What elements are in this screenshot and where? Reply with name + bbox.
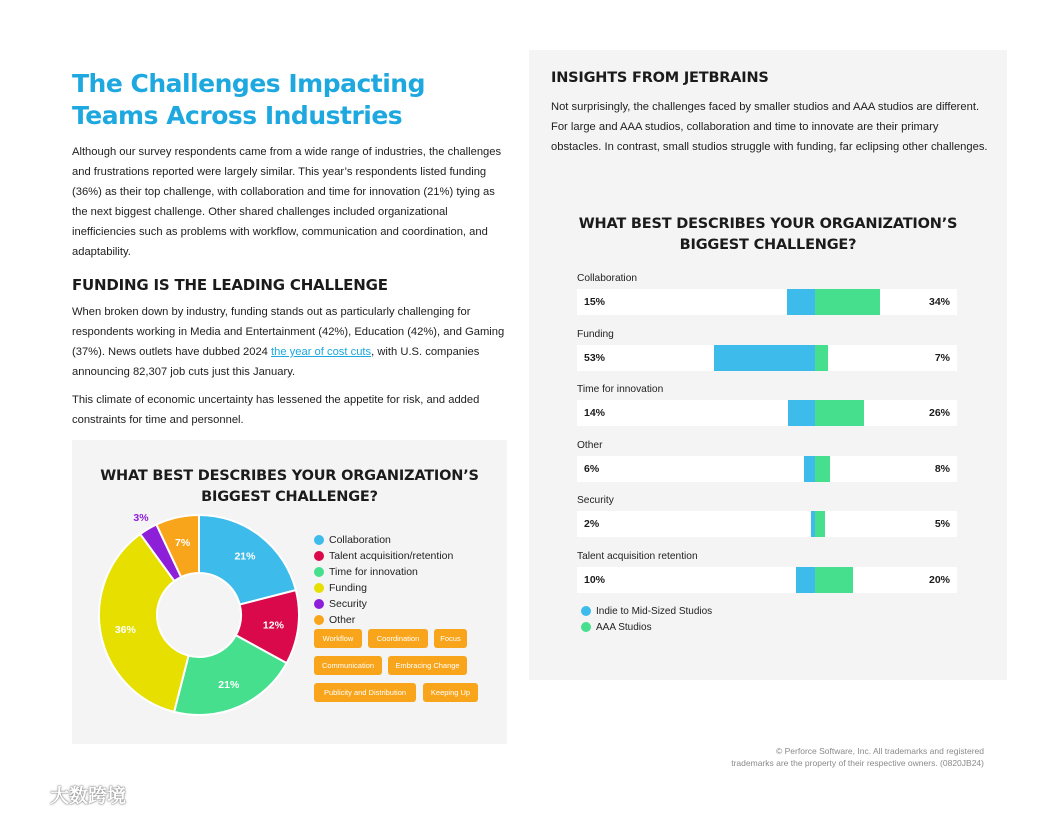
bar-value-indie: 14%: [584, 407, 606, 419]
bar-category-time-for-innovation: Time for innovation: [577, 384, 664, 395]
watermark-logo-icon: [10, 783, 44, 807]
bar-aaa-funding: [815, 345, 828, 371]
tag-focus: Focus: [434, 629, 467, 648]
funding-paragraph: When broken down by industry, funding stands out as particularly challenging for respondents working in Media and Entertainment (42%), Education (42%), and Gaming (37%). News outlets have dubbed 2024 the year of cost cuts, with U.S. companies announcing 82,307 job cuts just this January.: [72, 306, 505, 378]
legend-label: Collaboration: [329, 534, 391, 546]
insights-title: INSIGHTS FROM JETBRAINS: [551, 70, 769, 86]
bar-row-talent-acquisition-retention: [577, 567, 957, 593]
legend-label: AAA Studios: [596, 621, 652, 633]
bar-indie-collaboration: [787, 289, 816, 315]
bar-category-talent-acquisition-retention: Talent acquisition retention: [577, 550, 698, 562]
tag-coordination: Coordination: [368, 629, 428, 648]
tag-publicity-distribution: Publicity and Distribution: [314, 683, 416, 702]
bar-row-collaboration: [577, 289, 957, 315]
donut-label-funding: 36%: [114, 624, 136, 637]
bar-value-aaa: 5%: [934, 518, 950, 530]
bar-aaa-security: [815, 511, 825, 537]
bar-row-other: [577, 456, 957, 482]
insights-panel: [529, 50, 1007, 680]
bar-row-time-for-innovation: [577, 400, 957, 426]
tag-embracing-change: Embracing Change: [388, 656, 467, 675]
donut-label-security: 3%: [133, 511, 149, 524]
cost-cuts-link[interactable]: the year of cost cuts: [271, 346, 372, 358]
funding-heading: FUNDING IS THE LEADING CHALLENGE: [72, 276, 388, 294]
donut-chart-title: WHAT BEST DESCRIBES YOUR ORGANIZATION’S BIGGEST CHALLENGE?: [100, 468, 479, 505]
bar-category-funding: Funding: [577, 328, 614, 340]
watermark: 大数跨境: [10, 781, 126, 808]
donut-label-time-for-innovation: 21%: [218, 678, 240, 691]
bar-value-indie: 2%: [584, 518, 600, 530]
legend-item-funding: [314, 580, 453, 596]
bar-value-aaa: 20%: [928, 573, 950, 586]
donut-legend: [314, 532, 453, 628]
bar-category-collaboration: Collaboration: [577, 273, 638, 284]
bar-value-indie: 10%: [584, 573, 606, 586]
donut-label-collaboration: 21%: [234, 550, 256, 563]
legend-swatch: [314, 599, 324, 609]
bar-indie-funding: [714, 345, 815, 371]
legend-label: Talent acquisition/retention: [329, 550, 454, 562]
bar-legend: [581, 603, 712, 635]
tag-communication: Communication: [314, 656, 382, 675]
bar-row-security: [577, 511, 957, 537]
legend-item-indie-to-mid-sized-studios: [581, 603, 712, 619]
climate-paragraph: This climate of economic uncertainty has lessened the appetite for risk, and added constraints for time and personnel.: [72, 394, 480, 426]
insights-text: Not surprisingly, the challenges faced by smaller studios and AAA studios are different. For large and AAA studios, collaboration and time to innovate are their primary obstacles. In contrast, small studios struggle with funding, far eclipsing other challenges.: [551, 101, 988, 153]
bar-category-security: Security: [577, 495, 614, 506]
legend-label: Time for innovation: [329, 566, 418, 578]
bar-value-indie: 15%: [584, 296, 606, 308]
legend-label: Security: [329, 598, 367, 610]
legend-item-other: [314, 612, 453, 628]
legend-swatch: [314, 567, 324, 577]
bar-value-aaa: 7%: [934, 351, 950, 364]
bar-value-aaa: 34%: [928, 296, 950, 308]
legend-item-security: [314, 596, 453, 612]
tag-workflow: Workflow: [314, 629, 362, 648]
bar-value-aaa: 26%: [928, 407, 950, 419]
legend-swatch: [314, 583, 324, 593]
donut-label-talent-acquisition-retention: 12%: [262, 619, 284, 632]
donut-chart-panel: [72, 440, 507, 744]
tag-keeping-up: Keeping Up: [423, 683, 478, 702]
intro-paragraph: Although our survey respondents came from a wide range of industries, the challenges and frustrations reported were largely similar. This year’s respondents listed funding (36%) as their top challenge, with collaboration and time for innovation (21%) tying as the next biggest challenge. Other shared challenges included organizational inefficiencies such as problems with workflow, communication and coordination, and adaptability.: [72, 146, 502, 258]
bar-aaa-other: [815, 456, 830, 482]
bar-aaa-collaboration: [815, 289, 880, 315]
bar-aaa-talent-acquisition-retention: [815, 567, 853, 593]
bar-indie-talent-acquisition-retention: [796, 567, 815, 593]
bar-row-funding: [577, 345, 957, 371]
bar-indie-time-for-innovation: [788, 400, 815, 426]
bar-indie-other: [804, 456, 815, 482]
bar-category-other: Other: [577, 439, 603, 451]
donut-label-other: 7%: [175, 536, 191, 549]
bar-aaa-time-for-innovation: [815, 400, 864, 426]
bar-chart-title: WHAT BEST DESCRIBES YOUR ORGANIZATION’S BIGGEST CHALLENGE?: [578, 216, 958, 253]
bar-value-aaa: 8%: [934, 462, 950, 475]
legend-label: Indie to Mid-Sized Studios: [596, 605, 713, 617]
legend-swatch: [581, 622, 591, 632]
legend-item-collaboration: [314, 532, 453, 548]
page-title: The Challenges Impacting Teams Across Industries: [72, 69, 426, 130]
bar-value-indie: 6%: [584, 462, 600, 475]
legend-swatch: [581, 606, 591, 616]
left-column: [72, 68, 508, 430]
legend-item-aaa-studios: [581, 619, 712, 635]
legend-swatch: [314, 535, 324, 545]
bar-value-indie: 53%: [584, 351, 606, 364]
legend-item-talent-acquisition-retention: [314, 548, 453, 564]
legend-label: Other: [329, 614, 356, 626]
legend-swatch: [314, 615, 324, 625]
legend-swatch: [314, 551, 324, 561]
legend-item-time-for-innovation: [314, 564, 453, 580]
legend-label: Funding: [329, 582, 367, 594]
copyright-footer: © Perforce Software, Inc. All trademarks and registered trademarks are the property of their respective owners. (0820JB24): [731, 746, 984, 768]
